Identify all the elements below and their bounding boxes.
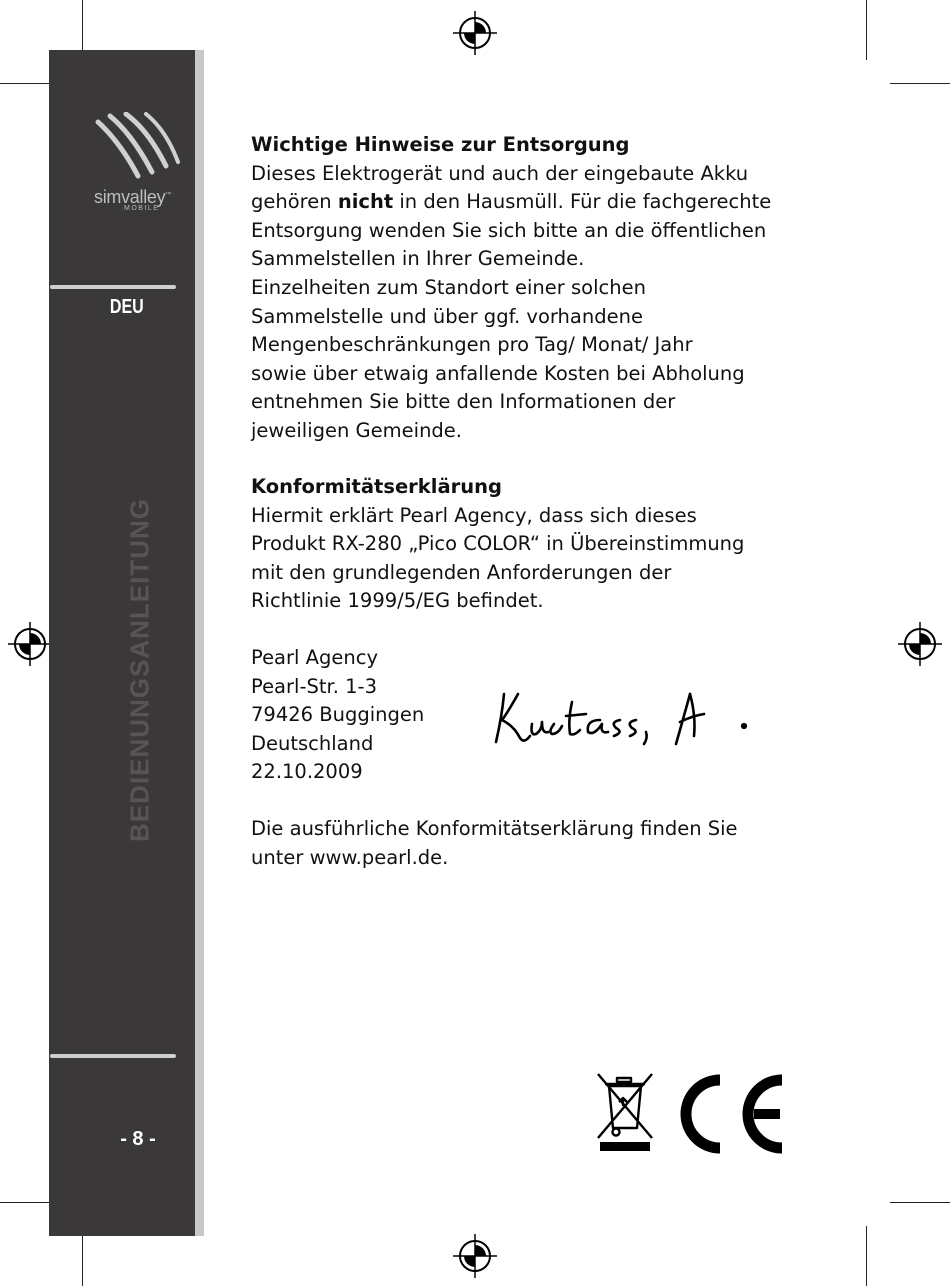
crossed-out-wheelie-bin-icon [596, 1072, 654, 1154]
footer-note-line: Die ausführliche Konformitätserklärung finden Sie [251, 817, 738, 840]
address-city: 79426 Buggingen [251, 703, 425, 727]
disposal-text: in den Hausmüll. Für die fachgerechte [393, 190, 772, 214]
crop-mark [866, 1226, 867, 1286]
crop-mark [890, 83, 950, 84]
handwritten-signature [490, 686, 765, 756]
conformity-section [251, 473, 744, 616]
vertical-section-title: BEDIENUNGSANLEITUNG [124, 497, 155, 843]
ce-mark-icon [678, 1074, 790, 1154]
page-number: - 8 - [120, 1128, 156, 1150]
disposal-line [251, 188, 771, 217]
crop-mark [866, 0, 867, 60]
conformity-line: mit den grundlegenden Anforderungen der [251, 560, 672, 584]
disposal-emphasis: nicht [337, 190, 394, 214]
logo-name: simvalley [94, 187, 166, 207]
disposal-line: Entsorgung wenden Sie sich bitte an die öffentlichen [251, 218, 767, 242]
disposal-line: Sammelstelle und über ggf. vorhandene [251, 304, 643, 328]
address-country: Deutschland [251, 731, 374, 755]
conformity-line: Richtlinie 1999/5/EG befindet. [251, 589, 544, 613]
conformity-heading: Konformitätserklärung [251, 475, 502, 498]
language-code: DEU [109, 296, 144, 318]
disposal-line: Dieses Elektrogerät und auch der eingebaute Akku [251, 161, 749, 185]
disposal-line: Mengenbeschränkungen pro Tag/ Monat/ Jahr [251, 333, 693, 357]
sidebar [49, 50, 195, 1236]
disposal-line: sowie über etwaig anfallende Kosten bei Abholung [251, 361, 745, 385]
sidebar-divider-bottom [50, 1054, 176, 1058]
sidebar-divider-top [50, 285, 176, 289]
logo-subtitle: MOBILE [124, 205, 160, 212]
registration-mark-icon [451, 1232, 499, 1280]
footer-note [251, 815, 738, 872]
address-date: 22.10.2009 [251, 760, 363, 784]
disposal-line: jeweiligen Gemeinde. [251, 418, 462, 442]
claw-marks-logo-icon [94, 112, 184, 182]
registration-mark-icon [896, 620, 944, 668]
address-street: Pearl-Str. 1-3 [251, 674, 377, 698]
sidebar-shadow [195, 50, 204, 1236]
crop-mark [890, 1202, 950, 1203]
registration-mark-icon [6, 620, 54, 668]
conformity-line: Hiermit erklärt Pearl Agency, dass sich dieses [251, 503, 697, 527]
footer-note-line: unter www.pearl.de. [251, 845, 449, 869]
disposal-section [251, 131, 771, 446]
conformity-line: Produkt RX-280 „Pico COLOR“ in Übereinstimmung [251, 532, 745, 556]
disposal-text: gehören [251, 190, 338, 214]
disposal-line: Einzelheiten zum Standort einer solchen [251, 275, 646, 299]
address-block [251, 644, 424, 787]
disposal-line: Sammelstellen in Ihrer Gemeinde. [251, 247, 585, 271]
logo-trademark: ™ [165, 192, 172, 198]
disposal-line: entnehmen Sie bitte den Informationen der [251, 390, 676, 414]
registration-mark-icon [451, 9, 499, 57]
disposal-heading: Wichtige Hinweise zur Entsorgung [251, 133, 630, 156]
address-company: Pearl Agency [251, 646, 378, 669]
